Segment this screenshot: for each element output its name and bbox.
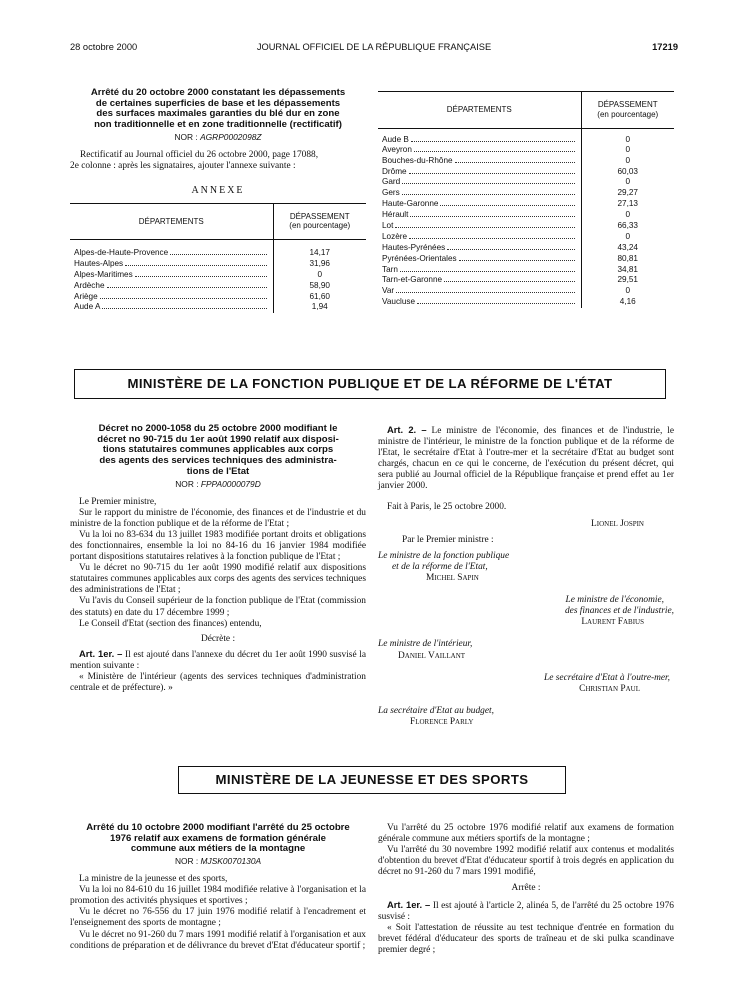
title-line: décret no 90-715 du 1er août 1990 relatif aux disposi- — [97, 433, 339, 445]
title-line: 1976 relatif aux examens de formation générale — [110, 832, 326, 844]
signature-budget: Florence Parly — [410, 716, 474, 727]
department-cell — [70, 280, 273, 291]
nor-code: AGRP0002098Z — [200, 131, 262, 142]
title-line: des agents des services techniques des administra- — [99, 455, 337, 467]
arrete-montagne-continued — [378, 823, 674, 956]
role-outre-mer: Le secrétaire d'Etat à l'outre-mer, — [544, 672, 670, 683]
department-cell — [378, 275, 581, 286]
department-name: Hautes-Pyrénées — [382, 242, 446, 252]
depassement-value: 0 — [625, 134, 631, 144]
department-cell — [378, 177, 581, 188]
department-cell — [378, 231, 581, 242]
depassement-value: 4,16 — [619, 297, 636, 307]
title-line: de certaines superficies de base et les dépassements — [95, 97, 341, 109]
department-name: Var — [382, 286, 395, 296]
table-row — [378, 275, 674, 286]
table-row — [378, 286, 674, 297]
nor-label: NOR : — [175, 478, 199, 489]
department-name: Gard — [382, 177, 401, 187]
table-row — [378, 231, 674, 242]
table-row — [70, 258, 366, 269]
table-row — [70, 247, 366, 258]
department-name: Haute-Garonne — [382, 199, 439, 209]
department-name: Ardèche — [74, 280, 105, 290]
annexe-label: ANNEXE — [191, 185, 245, 197]
nor-reference — [70, 857, 366, 867]
title-line: non traditionnelle et en zone traditionnelle (rectificatif) — [94, 119, 342, 131]
article-text: Le ministre de l'économie, des finances et de l'industrie, le ministre de l'intérieur, le ministre de la fonction publique et de la réforme de l'Etat, le secrétaire d'Etat à l'outre-mer et la secrétaire d'Etat au budget sont chargés, chacun en ce qui le concerne, de l'exécution du présent décret, qui sera publié au Journal officiel de la République française et prend effet au 1er janvier 2000. — [378, 426, 675, 492]
nor-code: MJSK0070130A — [200, 856, 262, 867]
depassement-value: 27,13 — [617, 199, 638, 209]
visa-paragraph: Sur le rapport du ministre de l'économie, des finances et de l'industrie et du ministre de la fonction publique et de la réforme de l'Etat ; — [70, 507, 366, 529]
col-header-departements: DÉPARTEMENTS — [70, 203, 273, 239]
header-journal-title: JOURNAL OFFICIEL DE LA RÉPUBLIQUE FRANÇAISE — [256, 42, 492, 52]
department-name: Alpes-Maritimes — [74, 269, 133, 279]
col-header-depassement-line2: (en pourcentage) — [289, 221, 351, 231]
depassement-value: 0 — [625, 155, 631, 165]
article-1-quote: « Soit l'attestation de réussite au test technique d'entrée en formation du brevet fédéral d'éducateur des sports de traîneau et de ski pulka scandinave premier degré ; — [378, 922, 674, 955]
signature-economie: Laurent Fabius — [581, 617, 644, 628]
visa-paragraph: La ministre de la jeunesse et des sports, — [79, 874, 228, 885]
department-name: Tarn-et-Garonne — [382, 275, 443, 285]
department-name: Lozère — [382, 231, 408, 241]
table-row — [70, 291, 366, 302]
department-cell — [378, 220, 581, 231]
depassement-value: 80,81 — [617, 253, 638, 263]
visa-paragraph: Vu la loi no 83-634 du 13 juillet 1983 modifiée portant droits et obligations des fonctionnaires, ensemble la loi no 84-16 du 16 janvier 1984 modifiée portant dispositions statutaires relatives à la fonction publique de l'Etat ; — [70, 529, 366, 563]
department-name: Tarn — [382, 264, 398, 274]
col-header-depassement-line1: DÉPASSEMENT — [289, 211, 350, 221]
role-fonction-publique: Le ministre de la fonction publique — [378, 550, 510, 561]
col-header-depassement-line2: (en pourcentage) — [597, 109, 659, 119]
title-line: Décret no 2000-1058 du 25 octobre 2000 modifiant le — [98, 423, 338, 434]
nor-code: FPPA0000079D — [200, 478, 261, 489]
rectificatif-line-1: Rectificatif au Journal officiel du 26 octobre 2000, page 17088, — [80, 149, 319, 160]
table-row — [378, 155, 674, 166]
department-name: Alpes-de-Haute-Provence — [74, 247, 169, 257]
role-economie-2: des finances et de l'industrie, — [564, 606, 674, 617]
article-2 — [378, 424, 674, 493]
department-name: Bouches-du-Rhône — [382, 155, 453, 165]
table-row — [378, 220, 674, 231]
visa-paragraph: Vu l'avis du Conseil supérieur de la fonction publique de l'Etat (commission des statuts) en date du 17 décembre 1999 ; — [70, 596, 366, 618]
visa-paragraph: Vu l'arrêté du 30 novembre 1992 modifié relatif aux contenus et modalités d'obtention du brevet d'Etat d'éducateur sportif à trois degrés en application du décret no 91-260 du 7 mars 1991 modifié, — [378, 845, 674, 878]
header-page-number: 17219 — [652, 42, 678, 52]
department-cell — [378, 166, 581, 177]
depassement-value: 60,03 — [617, 166, 638, 176]
table-row — [378, 199, 674, 210]
decret-2000-1058-continued — [378, 424, 674, 728]
arrete-montagne-title — [70, 823, 366, 855]
depassement-value: 1,94 — [311, 302, 328, 312]
visa-paragraph: Vu l'arrêté du 25 octobre 1976 modifié relatif aux examens de formation générale commune aux métiers sportifs de la montagne ; — [378, 823, 674, 845]
par-le-premier-ministre: Par le Premier ministre : — [402, 534, 494, 545]
depassement-value: 43,24 — [617, 242, 638, 252]
ministere-jeunesse-sports-heading: MINISTÈRE DE LA JEUNESSE ET DES SPORTS — [178, 766, 566, 794]
visa-paragraph: Vu le décret no 90-715 du 1er août 1990 modifié relatif aux dispositions statutaires communes applicables aux corps des agents des services techniques des administrations de l'Etat ; — [70, 563, 366, 596]
depassement-table-left — [70, 203, 366, 313]
department-cell — [70, 291, 273, 302]
department-name: Hautes-Alpes — [74, 258, 124, 268]
nor-label: NOR : — [174, 131, 198, 142]
title-line: tions statutaires communes applicables aux corps — [102, 444, 334, 456]
table-row — [378, 166, 674, 177]
col-header-departements: DÉPARTEMENTS — [378, 92, 581, 128]
department-name: Gers — [382, 188, 400, 198]
table-row — [70, 269, 366, 280]
table-row — [70, 280, 366, 291]
title-line: Arrêté du 10 octobre 2000 modifiant l'arrêté du 25 octobre — [86, 822, 350, 833]
department-cell — [378, 286, 581, 297]
nor-label: NOR : — [174, 856, 199, 867]
arrete-montagne — [70, 823, 366, 952]
fait-a-paris: Fait à Paris, le 25 octobre 2000. — [387, 501, 507, 512]
visa-paragraph: Le Premier ministre, — [79, 496, 157, 507]
role-fonction-publique-2: et de la réforme de l'Etat, — [392, 561, 488, 572]
table-row — [378, 188, 674, 199]
department-cell — [378, 144, 581, 155]
decrete-label: Décrète : — [200, 633, 236, 644]
department-name: Hérault — [382, 210, 409, 220]
department-cell — [378, 188, 581, 199]
department-cell — [378, 155, 581, 166]
ministere-fonction-publique-heading: MINISTÈRE DE LA FONCTION PUBLIQUE ET DE LA RÉFORME DE L'ÉTAT — [74, 369, 666, 399]
department-cell — [378, 264, 581, 275]
table-row — [378, 242, 674, 253]
department-cell — [70, 269, 273, 280]
table-row — [378, 264, 674, 275]
department-cell — [70, 258, 273, 269]
depassement-value: 31,96 — [309, 258, 330, 268]
table-row — [378, 144, 674, 155]
department-name: Lot — [382, 221, 394, 231]
depassement-value: 58,90 — [309, 280, 330, 290]
col-header-depassement — [273, 203, 366, 239]
depassement-value: 0 — [625, 144, 631, 154]
depassement-table-right — [378, 92, 674, 308]
article-text: Il est ajouté à l'article 2, alinéa 5, de l'arrêté du 25 octobre 1976 susvisé : — [378, 900, 674, 922]
arrete-ble-dur — [70, 88, 366, 313]
table-row — [378, 297, 674, 308]
department-cell — [378, 210, 581, 221]
arrete-ble-dur-title — [70, 88, 366, 131]
article-text: Il est ajouté dans l'annexe du décret du 1er août 1990 susvisé la mention suivante : — [70, 649, 367, 671]
table-row — [70, 302, 366, 313]
depassement-value: 66,33 — [617, 221, 638, 231]
department-cell — [70, 302, 273, 313]
article-1 — [70, 648, 366, 672]
title-line: tions de l'Etat — [186, 465, 250, 477]
depassement-value: 0 — [625, 286, 631, 296]
role-interieur: Le ministre de l'intérieur, — [378, 639, 473, 650]
table-row — [378, 128, 674, 144]
department-name: Aude B — [382, 134, 409, 144]
department-cell — [378, 297, 581, 308]
department-cell — [70, 247, 273, 258]
signature-interieur: Daniel Vaillant — [398, 650, 466, 661]
arrete-label: Arrête : — [511, 883, 541, 894]
col-header-depassement-line1: DÉPASSEMENT — [597, 100, 658, 110]
depassement-value: 0 — [317, 269, 323, 279]
table-row — [378, 253, 674, 264]
article-label: Art. 2. – — [387, 424, 427, 435]
department-cell — [378, 199, 581, 210]
nor-reference — [70, 480, 366, 490]
title-line: Arrêté du 20 octobre 2000 constatant les dépassements — [90, 87, 346, 98]
department-cell — [378, 253, 581, 264]
rectificatif-line-2: 2e colonne : après les signataires, ajouter l'annexe suivante : — [70, 160, 296, 171]
depassement-value: 14,17 — [309, 247, 330, 257]
article-1-quote: « Ministère de l'intérieur (agents des services techniques d'administration centrale et de préfecture). » — [70, 671, 366, 694]
signature-premier-ministre: Lionel Jospin — [591, 518, 644, 529]
role-budget: La secrétaire d'Etat au budget, — [378, 705, 494, 716]
depassement-value: 0 — [625, 231, 631, 241]
depassement-value: 34,81 — [617, 264, 638, 274]
department-name: Vaucluse — [382, 297, 416, 307]
department-name: Pyrénées-Orientales — [382, 253, 457, 263]
department-cell — [378, 242, 581, 253]
depassement-value: 29,51 — [617, 275, 638, 285]
table-row — [378, 210, 674, 221]
depassement-value: 0 — [625, 210, 631, 220]
visa-paragraph: Le Conseil d'Etat (section des finances) entendu, — [79, 618, 262, 629]
visa-paragraph: Vu le décret no 76-556 du 17 juin 1976 modifié relatif à l'encadrement et l'enseignement des sports de montagne ; — [70, 907, 366, 929]
depassement-value: 29,27 — [617, 188, 638, 198]
table-row — [378, 177, 674, 188]
depassement-value: 61,60 — [309, 291, 330, 301]
department-cell — [378, 128, 581, 144]
title-line: des surfaces maximales garanties du blé dur en zone — [96, 108, 340, 120]
header-date: 28 octobre 2000 — [70, 42, 138, 52]
title-line: commune aux métiers de la montagne — [130, 843, 306, 855]
role-economie: Le ministre de l'économie, — [565, 595, 664, 606]
depassement-table-right-wrap — [378, 91, 674, 308]
signature-outre-mer: Christian Paul — [579, 683, 640, 694]
visa-paragraph: Vu le décret no 91-260 du 7 mars 1991 modifié relatif à l'organisation et aux conditions de préparation et de délivrance du brevet d'Etat d'éducateur sportif ; — [70, 929, 366, 951]
decret-title — [70, 424, 366, 478]
department-name: Aude A — [74, 302, 101, 312]
depassement-value: 0 — [625, 177, 631, 187]
signature-fonction-publique: Michel Sapin — [426, 573, 479, 584]
article-label: Art. 1er. – — [79, 647, 123, 659]
department-name: Ariège — [74, 291, 98, 301]
visa-paragraph: Vu la loi no 84-610 du 16 juillet 1984 modifiée relative à l'organisation et la promotion des activités physiques et sportives ; — [70, 885, 366, 907]
decret-2000-1058 — [70, 424, 366, 694]
article-label: Art. 1er. – — [387, 898, 431, 910]
department-name: Aveyron — [382, 144, 412, 154]
nor-reference — [70, 133, 366, 143]
article-1 — [378, 899, 674, 923]
department-name: Drôme — [382, 166, 407, 176]
col-header-depassement — [581, 92, 674, 128]
